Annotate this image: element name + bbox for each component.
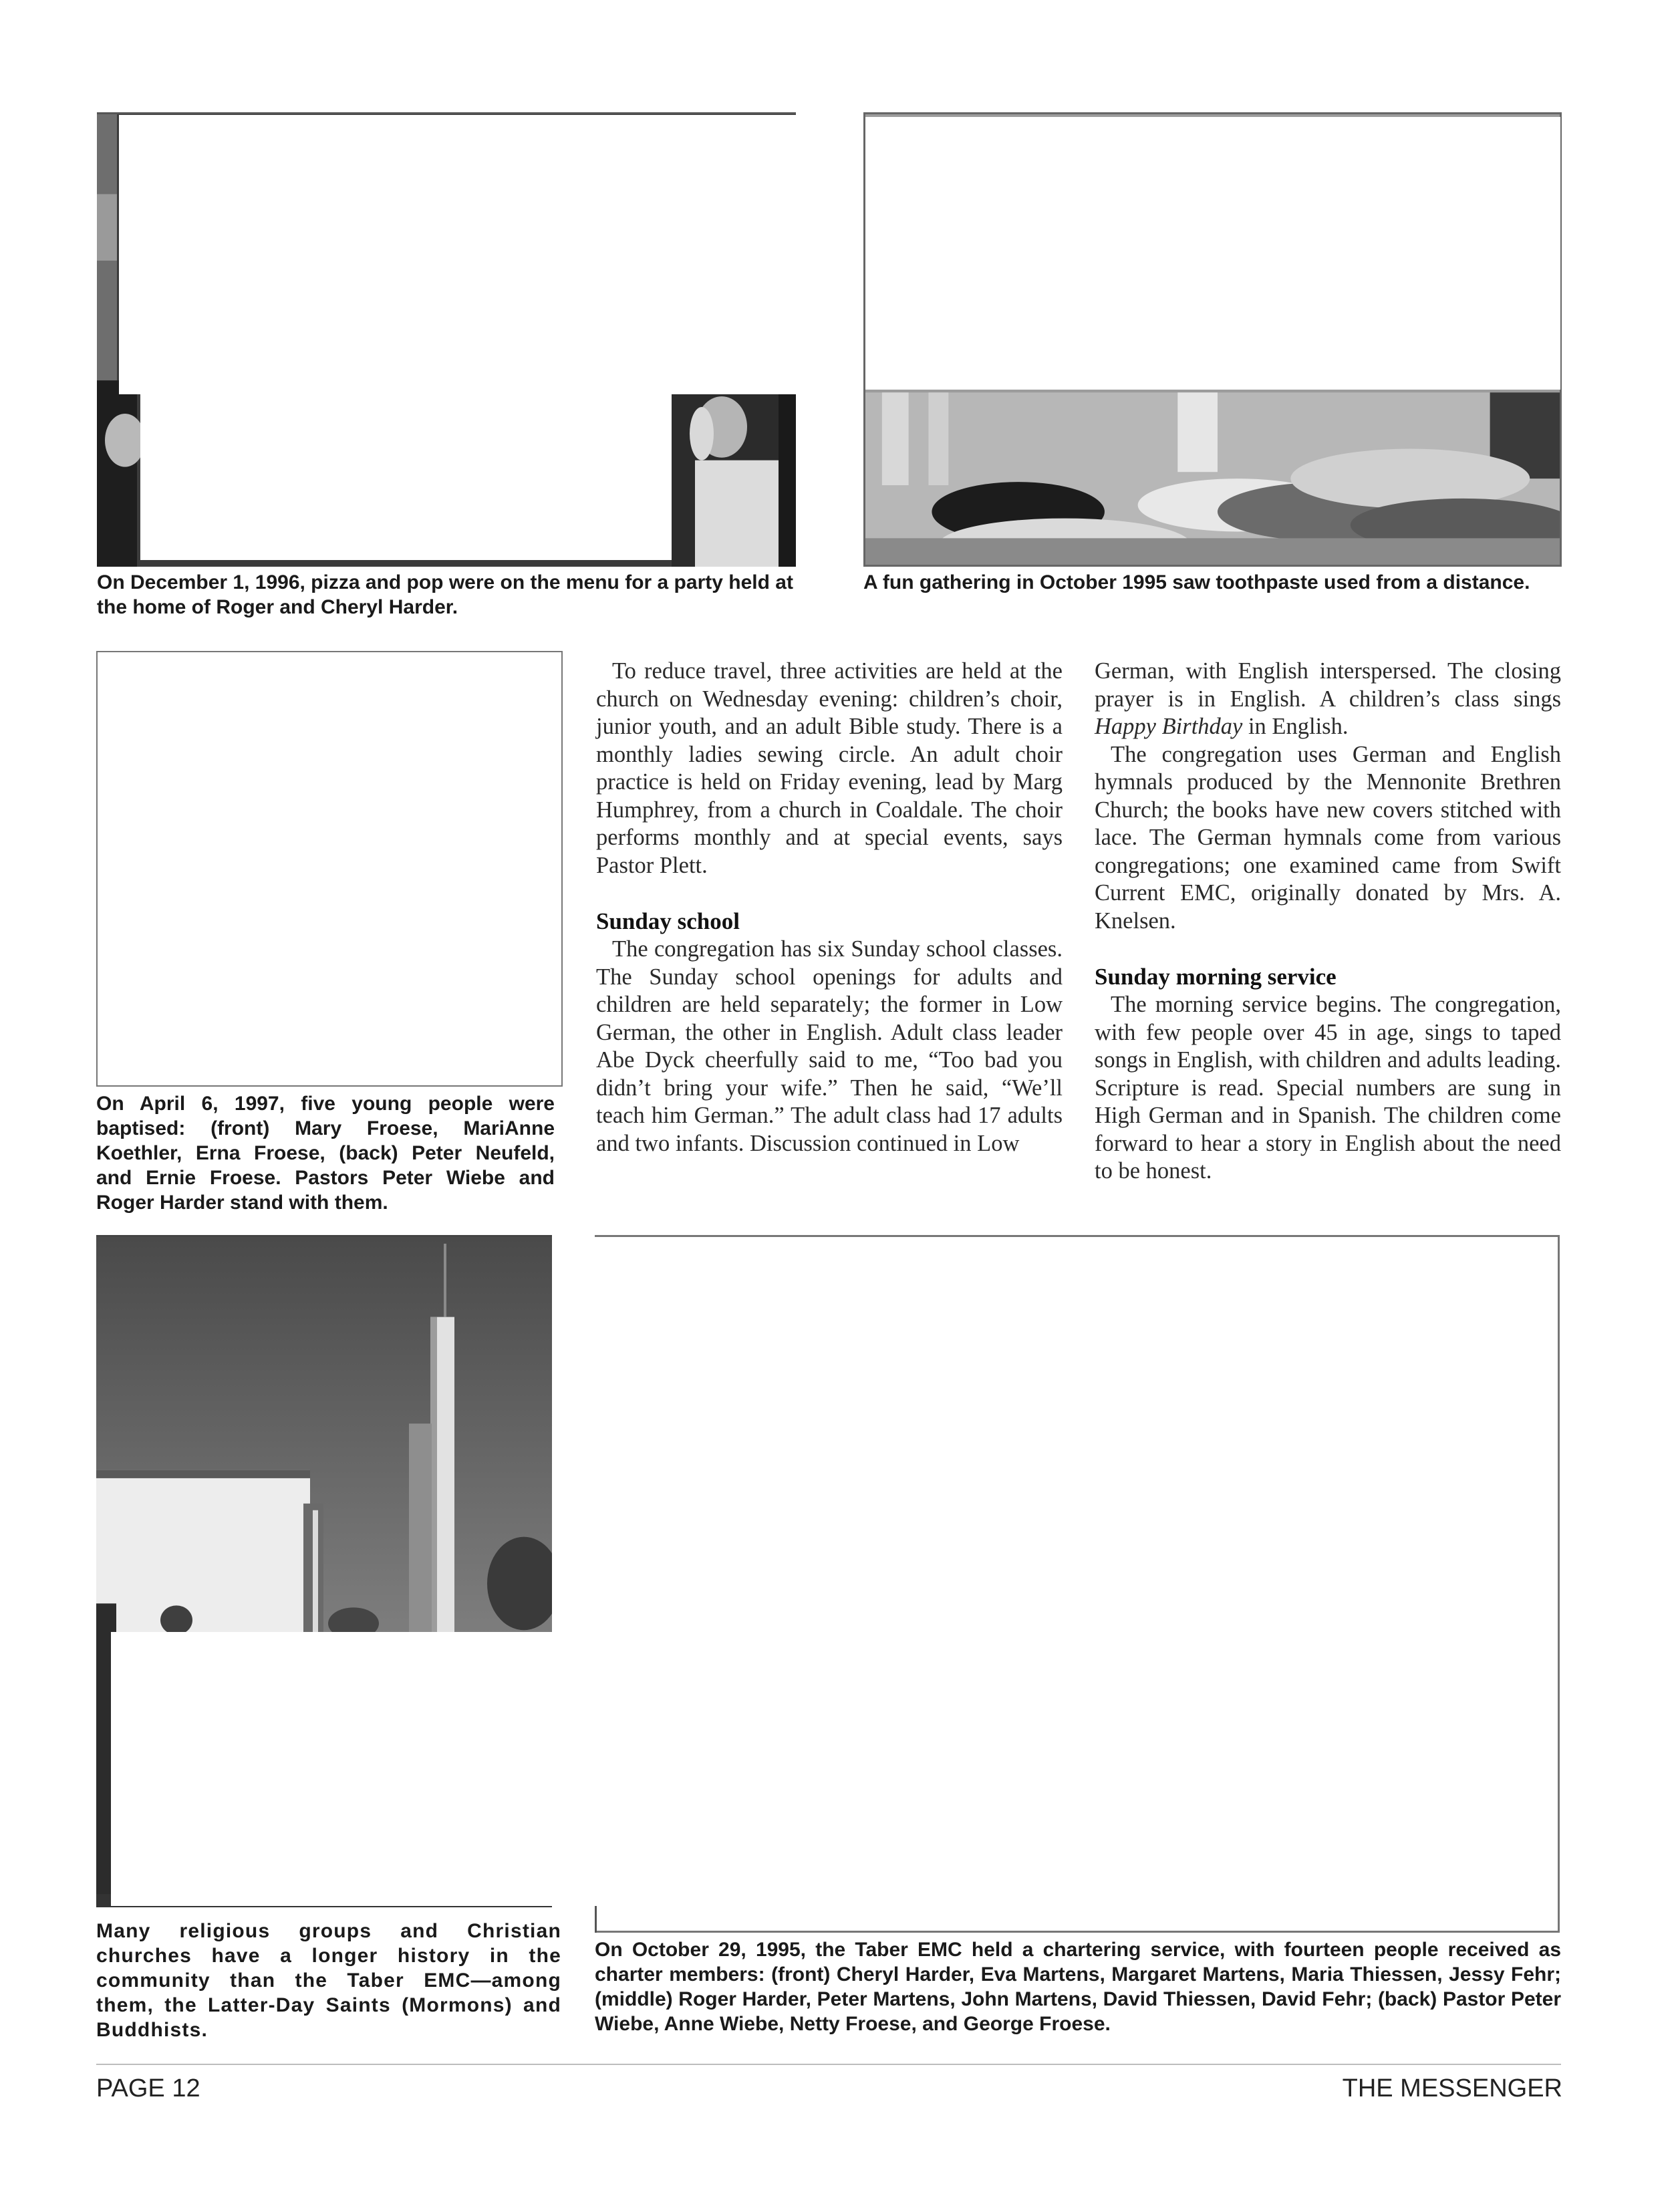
subheading-sunday-school: Sunday school — [596, 908, 740, 934]
photo-chartering-service — [595, 1235, 1560, 1933]
page-number: PAGE 12 — [96, 2074, 200, 2102]
article-column-2 — [1095, 658, 1561, 1186]
article-paragraph: The morning service begins. The congregation, with few people over 45 in age, sings to taped songs in English, with children and adults leading. Scripture is read. Special numbers are sung in High German and in Spanish. The children come forward to hear a story in English about the need to be honest. — [1095, 992, 1561, 1184]
article-paragraph: German, with English interspersed. The closing prayer is in English. A children’s class sings Happy Birthday in English. — [1095, 658, 1561, 739]
article-paragraph: The congregation has six Sunday school classes. The Sunday school openings for adults and children are held separately; the former in Low German, the other in English. Adult class leader Abe Dyck cheerfully said to me, “Too bad you didn’t bring your wife.” Then he said, “We’ll teach him German.” The adult class had 17 adults and two infants. Discussion continued in Low — [596, 936, 1063, 1156]
article-paragraph: To reduce travel, three activities are held at the church on Wednesday evening: children’s choir, junior youth, and an adult Bible study. There is a monthly ladies sewing circle. An adult choir practice is held on Friday evening, lead by Marg Humphrey, from a church in Coaldale. The choir performs monthly and at special events, says Pastor Plett. — [596, 658, 1063, 878]
photo-pizza-party-mask-bottom — [140, 394, 672, 560]
caption-chartering: On October 29, 1995, the Taber EMC held a chartering service, with fourteen people received as charter members: (front) Cheryl Harder, Eva Martens, Margaret Martens, Maria Thiessen, Jessy Fehr; (middle) Roger Harder, Peter Martens, John Martens, David Thiessen, David Fehr; (back) Pastor Peter Wiebe, Anne Wiebe, Netty Froese, and George Froese. — [595, 1939, 1561, 2035]
caption-religious-groups: Many religious groups and Christian churches have a longer history in the community than the Taber EMC—among them, the Latter-Day Saints (Mormons) and Buddhists. — [96, 1920, 561, 2041]
subheading-sunday-morning-service: Sunday morning service — [1095, 964, 1337, 990]
publication-name: THE MESSENGER — [1342, 2074, 1562, 2102]
song-title: Happy Birthday — [1095, 714, 1243, 739]
photo-toothpaste-mask — [865, 117, 1560, 390]
article-column-1 — [596, 658, 1063, 1157]
photo-pizza-party-mask-top — [119, 115, 798, 394]
article-paragraph: The congregation uses German and English hymnals produced by the Mennonite Brethren Church; the books have new covers stitched with lace. The German hymnals come from various congregations; one examined came from Swift Current EMC, originally donated by Mrs. A. Knelsen. — [1095, 741, 1561, 934]
photo-baptism — [96, 651, 563, 1087]
caption-pizza-party: On December 1, 1996, pizza and pop were on the menu for a party held at the home of Roger and Cheryl Harder. — [97, 571, 793, 618]
caption-baptism: On April 6, 1997, five young people were baptised: (front) Mary Froese, MariAnne Koethler, Erna Froese, (back) Peter Neufeld, and Ernie Froese. Pastors Peter Wiebe and Roger Harder stand with them. — [96, 1093, 555, 1214]
footer-rule — [96, 2064, 1561, 2065]
photo-church-mask — [111, 1632, 553, 1906]
caption-toothpaste: A fun gathering in October 1995 saw toothpaste used from a distance. — [863, 571, 1530, 593]
chartering-frame-left-mark — [595, 1906, 597, 1933]
